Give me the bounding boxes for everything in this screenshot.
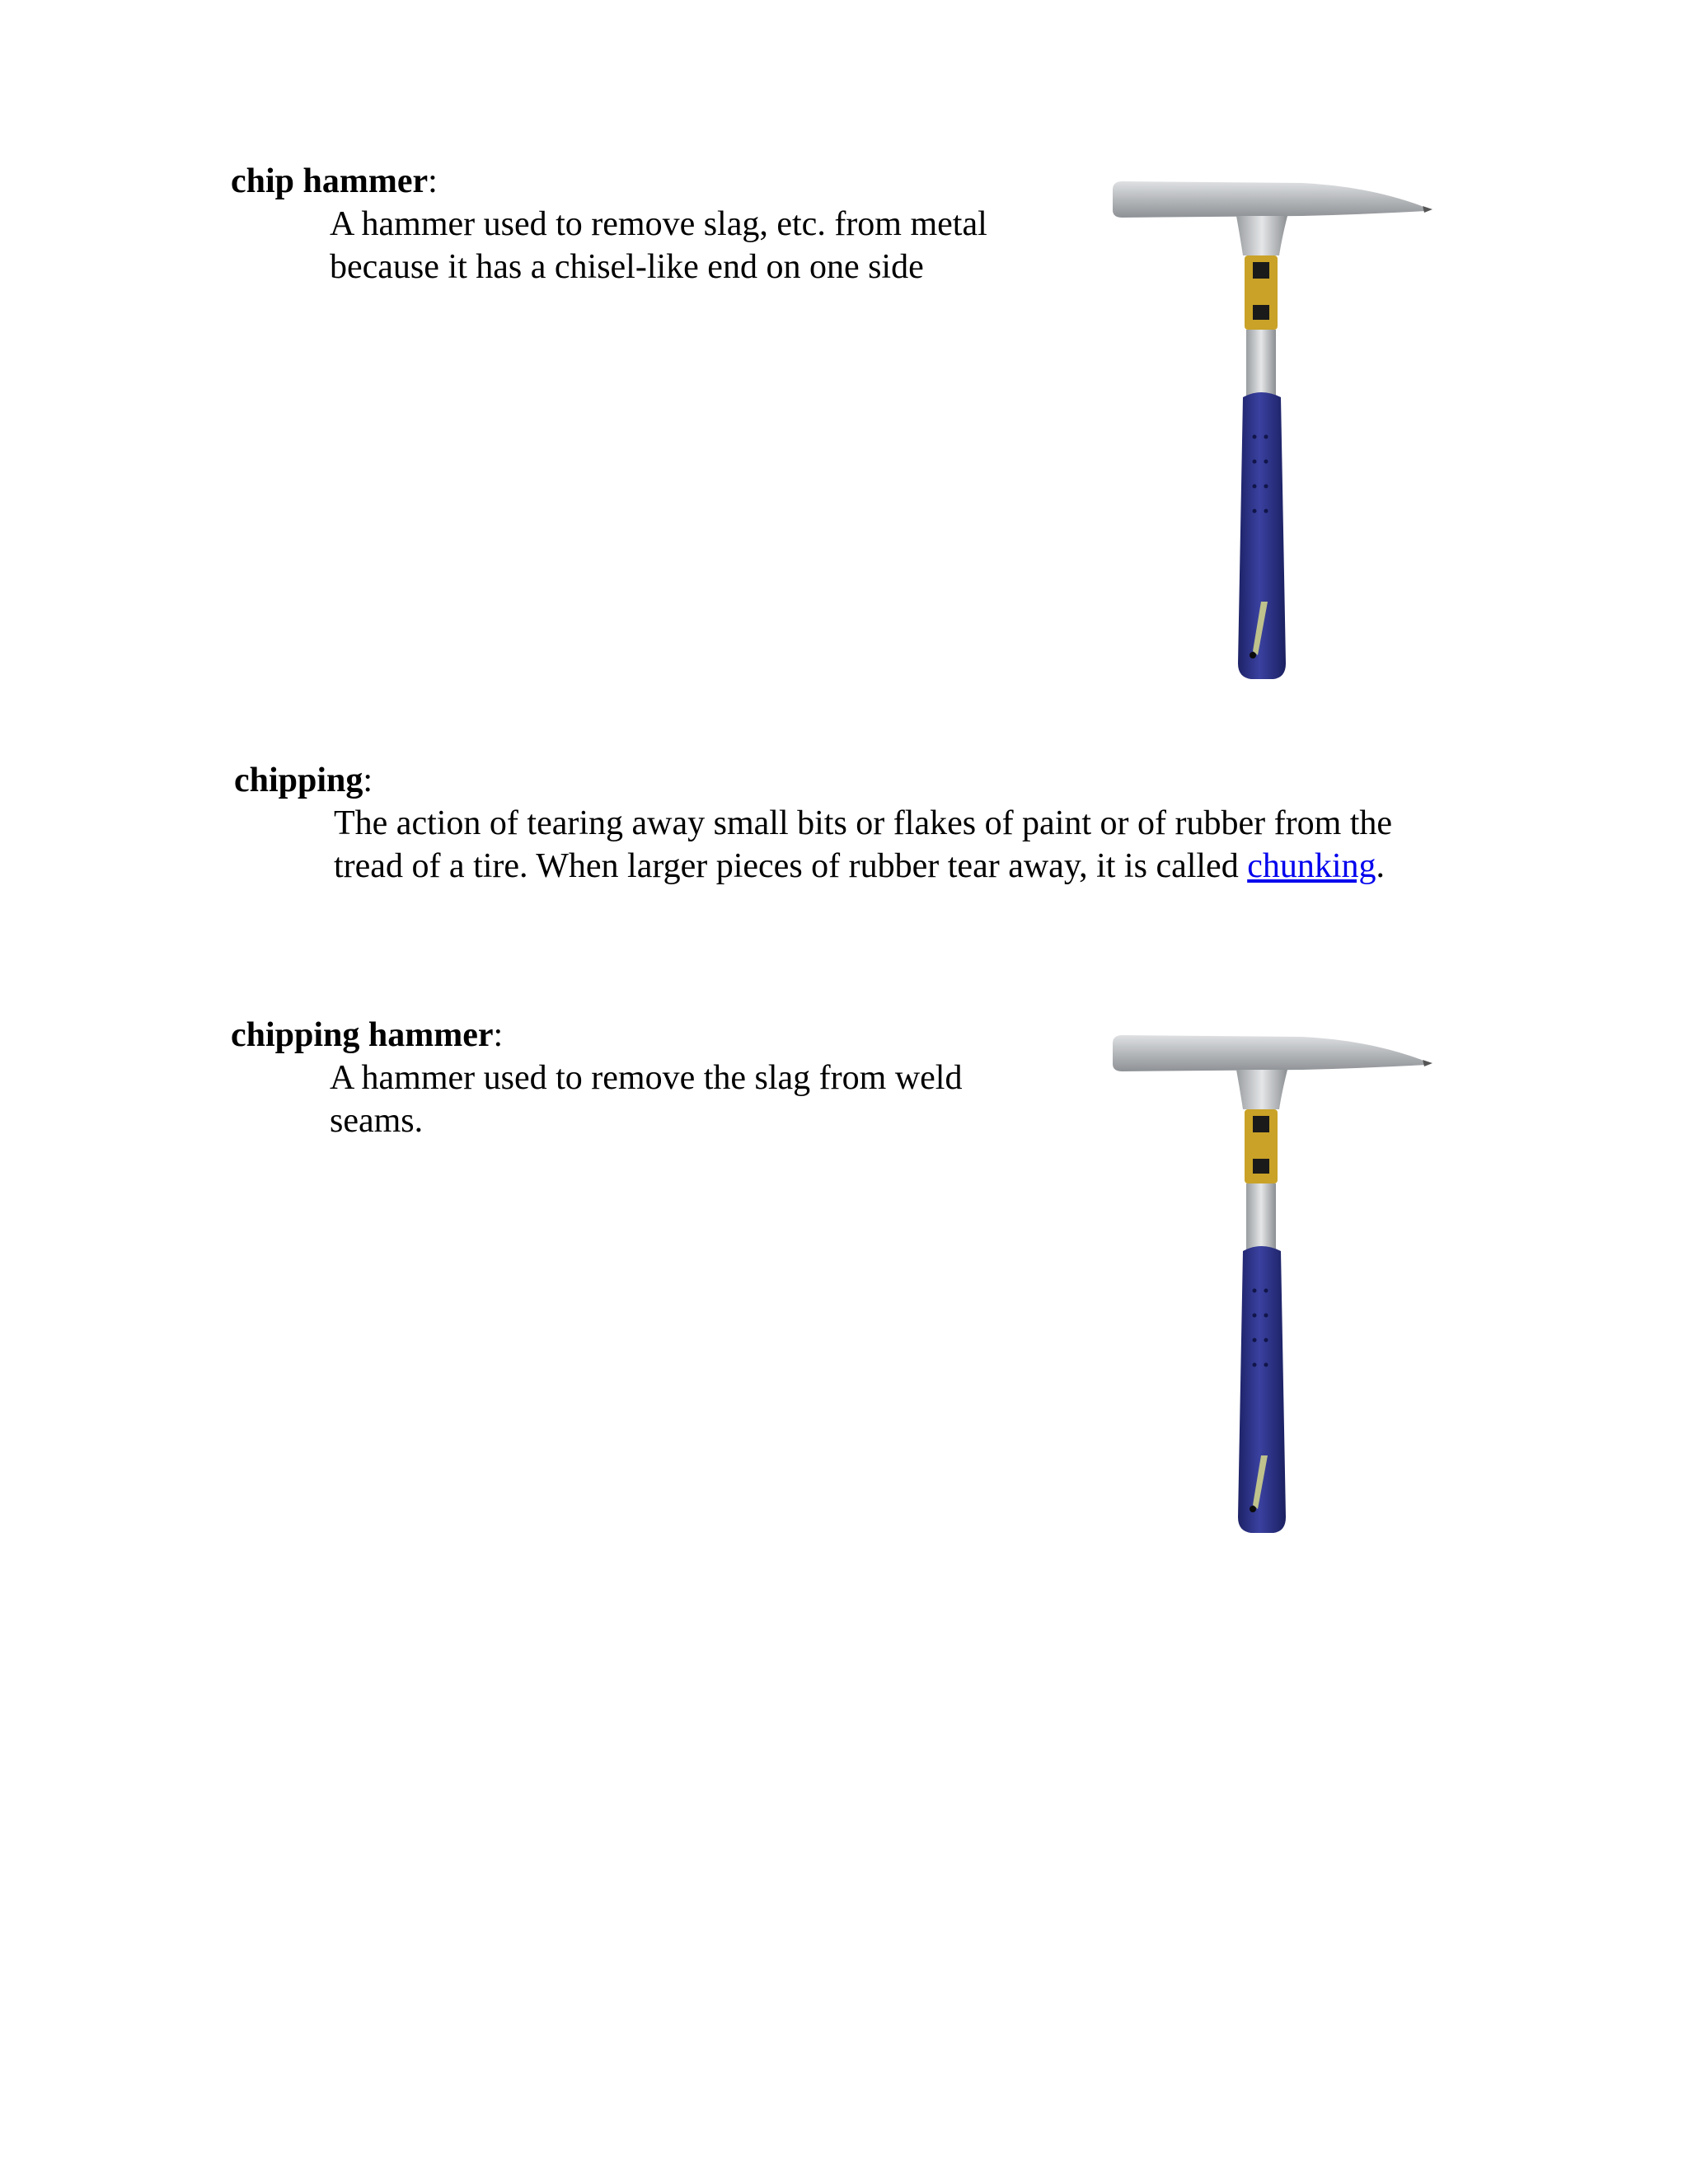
hammer-shaft — [1246, 1183, 1276, 1251]
term-colon: : — [428, 162, 438, 200]
definition-chip-hammer: A hammer used to remove slag, etc. from metal because it has a chisel-like end on one side — [330, 205, 987, 286]
hammer-head — [1113, 181, 1426, 218]
definition-chipping-end: . — [1376, 847, 1386, 885]
chunking-link[interactable]: chunking — [1247, 847, 1376, 885]
hammer-grip — [1238, 1246, 1286, 1533]
term-heading — [231, 160, 438, 203]
hammer-neck — [1236, 1070, 1287, 1109]
term-heading — [231, 1014, 503, 1057]
hammer-neck — [1236, 216, 1287, 255]
term-colon: : — [493, 1016, 504, 1054]
term-heading — [234, 759, 373, 802]
glossary-entry-chip-hammer — [231, 160, 438, 203]
term-chipping: chipping — [234, 762, 363, 799]
hammer-shaft — [1246, 330, 1276, 397]
chipping-hammer-image-2 — [1096, 1019, 1442, 1554]
definition-chipping — [334, 802, 1447, 888]
term-chipping-hammer: chipping hammer — [231, 1016, 494, 1054]
term-chip-hammer: chip hammer — [231, 162, 429, 200]
chipping-hammer-image-1 — [1096, 165, 1442, 701]
glossary-entry-chipping-hammer — [231, 1014, 503, 1057]
hammer-grip — [1238, 392, 1286, 679]
term-colon: : — [363, 762, 373, 799]
glossary-entry-chipping — [234, 759, 373, 802]
definition-chipping-hammer: A hammer used to remove the slag from weld seams. — [330, 1059, 963, 1140]
definition-chipping-text: The action of tearing away small bits or flakes of paint or of rubber from the tread of a tire. When larger pieces of rubber tear away, it is called — [334, 804, 1393, 885]
hammer-head — [1113, 1035, 1426, 1071]
